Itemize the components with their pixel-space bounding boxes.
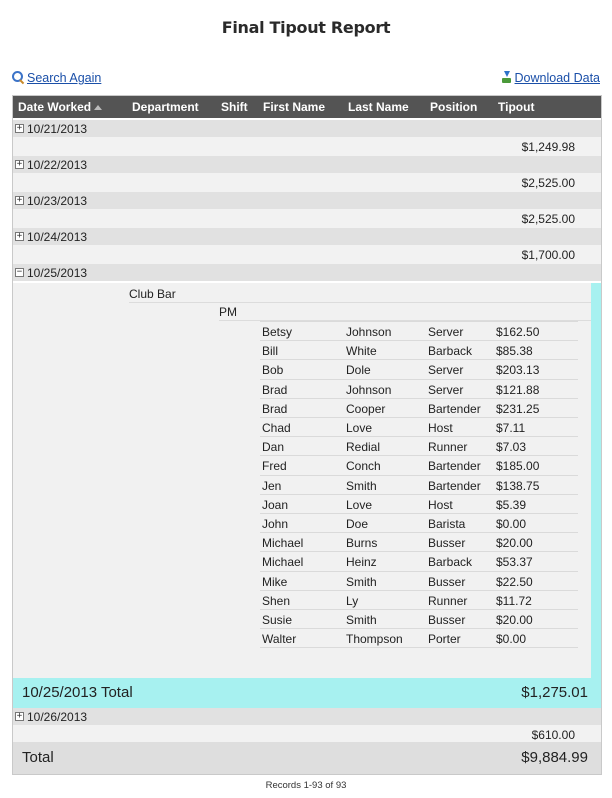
date-total-row: $1,700.00 [13, 245, 602, 264]
last-name-cell: Burns [346, 536, 378, 551]
subtotal-label: 10/25/2013 Total [22, 684, 133, 701]
table-row [260, 359, 578, 378]
last-name-cell: Ly [346, 593, 359, 608]
page-title: Final Tipout Report [221, 18, 391, 37]
table-row [260, 321, 578, 340]
position-cell: Host [428, 421, 453, 435]
table-row [260, 379, 578, 398]
position-cell: Host [428, 497, 453, 512]
search-icon [12, 71, 24, 83]
position-cell: Server [428, 325, 464, 339]
tipout-cell: $185.00 [496, 459, 540, 474]
col-department[interactable]: Department [132, 100, 199, 114]
last-name-cell: Redial [346, 440, 381, 455]
first-name-cell: Brad [262, 401, 288, 416]
last-name-cell: Smith [346, 478, 377, 493]
col-last-name[interactable]: Last Name [348, 100, 409, 114]
tipout-cell: $53.37 [496, 555, 533, 570]
table-row [260, 475, 578, 494]
first-name-cell: Betsy [262, 325, 293, 339]
position-cell: Barista [428, 517, 466, 531]
first-name-cell: Chad [262, 421, 291, 435]
sort-asc-icon [94, 105, 102, 110]
first-name-cell: Bill [262, 344, 279, 359]
date-group-row[interactable]: + 10/24/2013 [13, 228, 602, 245]
last-name-cell: Doe [346, 517, 369, 531]
table-row [260, 513, 578, 532]
date-total-row: $610.00 [13, 725, 602, 744]
department-label: Club Bar [129, 287, 176, 301]
tipout-cell: $0.00 [496, 632, 527, 647]
tipout-cell: $5.39 [496, 497, 527, 512]
last-name-cell: Smith [346, 613, 377, 627]
expand-icon[interactable]: + [16, 195, 23, 205]
tipout-cell: $138.75 [496, 478, 540, 493]
tipout-cell: $0.00 [496, 517, 527, 531]
position-cell: Server [428, 363, 464, 378]
last-name-cell: White [346, 344, 377, 359]
table-row [260, 609, 578, 628]
first-name-cell: Mike [262, 574, 288, 589]
tipout-cell: $7.03 [496, 440, 527, 455]
position-cell: Runner [428, 440, 468, 455]
collapse-icon[interactable]: − [16, 267, 23, 277]
last-name-cell: Love [346, 497, 373, 512]
expand-icon[interactable]: + [16, 123, 23, 133]
table-row [260, 532, 578, 551]
position-cell: Busser [428, 574, 466, 589]
tipout-cell: $231.25 [496, 401, 540, 416]
table-row [260, 628, 578, 647]
first-name-cell: Brad [262, 382, 288, 397]
date-subtotal-row [13, 678, 602, 708]
shift-label: PM [219, 305, 237, 319]
last-name-cell: Thompson [346, 632, 403, 647]
table-row [260, 571, 578, 590]
table-row [260, 455, 578, 474]
position-cell: Barback [428, 555, 473, 570]
col-tipout[interactable]: Tipout [498, 100, 535, 114]
download-data-label: Download Data [514, 71, 600, 85]
download-data-link[interactable] [501, 71, 600, 85]
tipout-cell: $203.13 [496, 363, 540, 378]
position-cell: Bartender [428, 459, 481, 474]
date-group-row-expanded[interactable]: − 10/25/2013 [13, 264, 602, 281]
table-row [260, 551, 578, 570]
tipout-cell: $7.11 [496, 421, 526, 435]
last-name-cell: Cooper [346, 401, 386, 416]
last-name-cell: Johnson [346, 382, 392, 397]
last-name-cell: Heinz [346, 555, 377, 570]
grid-header [13, 96, 602, 118]
last-name-cell: Dole [346, 363, 371, 378]
first-name-cell: Jen [262, 478, 282, 493]
position-cell: Busser [428, 536, 466, 551]
first-name-cell: Susie [262, 613, 293, 627]
position-cell: Barback [428, 344, 473, 359]
table-row [260, 494, 578, 513]
tipout-cell: $22.50 [496, 574, 533, 589]
table-row [260, 436, 578, 455]
records-count: Records 1-93 of 93 [265, 780, 347, 791]
tipout-cell: $121.88 [496, 382, 540, 397]
grand-total-label: Total [22, 749, 54, 766]
date-total-row: $1,249.98 [13, 137, 602, 156]
search-again-link[interactable] [12, 71, 101, 85]
position-cell: Server [428, 382, 464, 397]
last-name-cell: Smith [346, 574, 377, 589]
last-name-cell: Conch [346, 459, 381, 474]
download-icon [501, 71, 512, 83]
date-group-row[interactable]: + 10/21/2013 [13, 120, 602, 137]
table-row [260, 417, 578, 436]
tipout-cell: $20.00 [496, 613, 533, 627]
expand-icon[interactable]: + [16, 159, 23, 169]
first-name-cell: Fred [262, 459, 287, 474]
col-shift[interactable]: Shift [221, 100, 248, 114]
date-group-row[interactable]: + 10/23/2013 [13, 192, 602, 209]
position-cell: Runner [428, 593, 468, 608]
tipout-grid [12, 95, 602, 775]
position-cell: Bartender [428, 478, 481, 493]
first-name-cell: Michael [262, 555, 304, 570]
last-name-cell: Love [346, 421, 373, 435]
first-name-cell: John [262, 517, 289, 531]
first-name-cell: Walter [262, 632, 297, 647]
position-cell: Porter [428, 632, 461, 647]
position-cell: Busser [428, 613, 466, 627]
search-again-label: Search Again [27, 71, 102, 85]
table-row [260, 340, 578, 359]
first-name-cell: Michael [262, 536, 304, 551]
date-total-row: $2,525.00 [13, 209, 602, 228]
tipout-cell: $162.50 [496, 325, 540, 339]
tipout-cell: $20.00 [496, 536, 533, 551]
first-name-cell: Joan [262, 497, 289, 512]
expand-icon[interactable]: + [16, 711, 23, 721]
table-row [260, 398, 578, 417]
date-total-row: $2,525.00 [13, 173, 602, 192]
expand-icon[interactable]: + [16, 231, 23, 241]
subtotal-value: $1,275.01 [521, 684, 588, 701]
col-first-name[interactable]: First Name [263, 100, 326, 114]
tipout-cell: $85.38 [496, 344, 533, 359]
group-highlight-bar [591, 283, 602, 678]
date-group-row[interactable]: + 10/22/2013 [13, 156, 602, 173]
last-name-cell: Johnson [346, 325, 392, 339]
col-date-worked[interactable]: Date Worked [18, 100, 102, 114]
position-cell: Bartender [428, 401, 481, 416]
expanded-group [13, 283, 602, 678]
col-position[interactable]: Position [430, 100, 478, 114]
first-name-cell: Bob [262, 363, 284, 378]
table-row [260, 590, 578, 609]
first-name-cell: Shen [262, 593, 291, 608]
tipout-cell: $11.72 [496, 593, 532, 608]
grand-total-value: $9,884.99 [521, 749, 588, 766]
date-group-row[interactable]: + 10/26/2013 [13, 708, 602, 725]
first-name-cell: Dan [262, 440, 285, 455]
grand-total-row [13, 742, 602, 774]
